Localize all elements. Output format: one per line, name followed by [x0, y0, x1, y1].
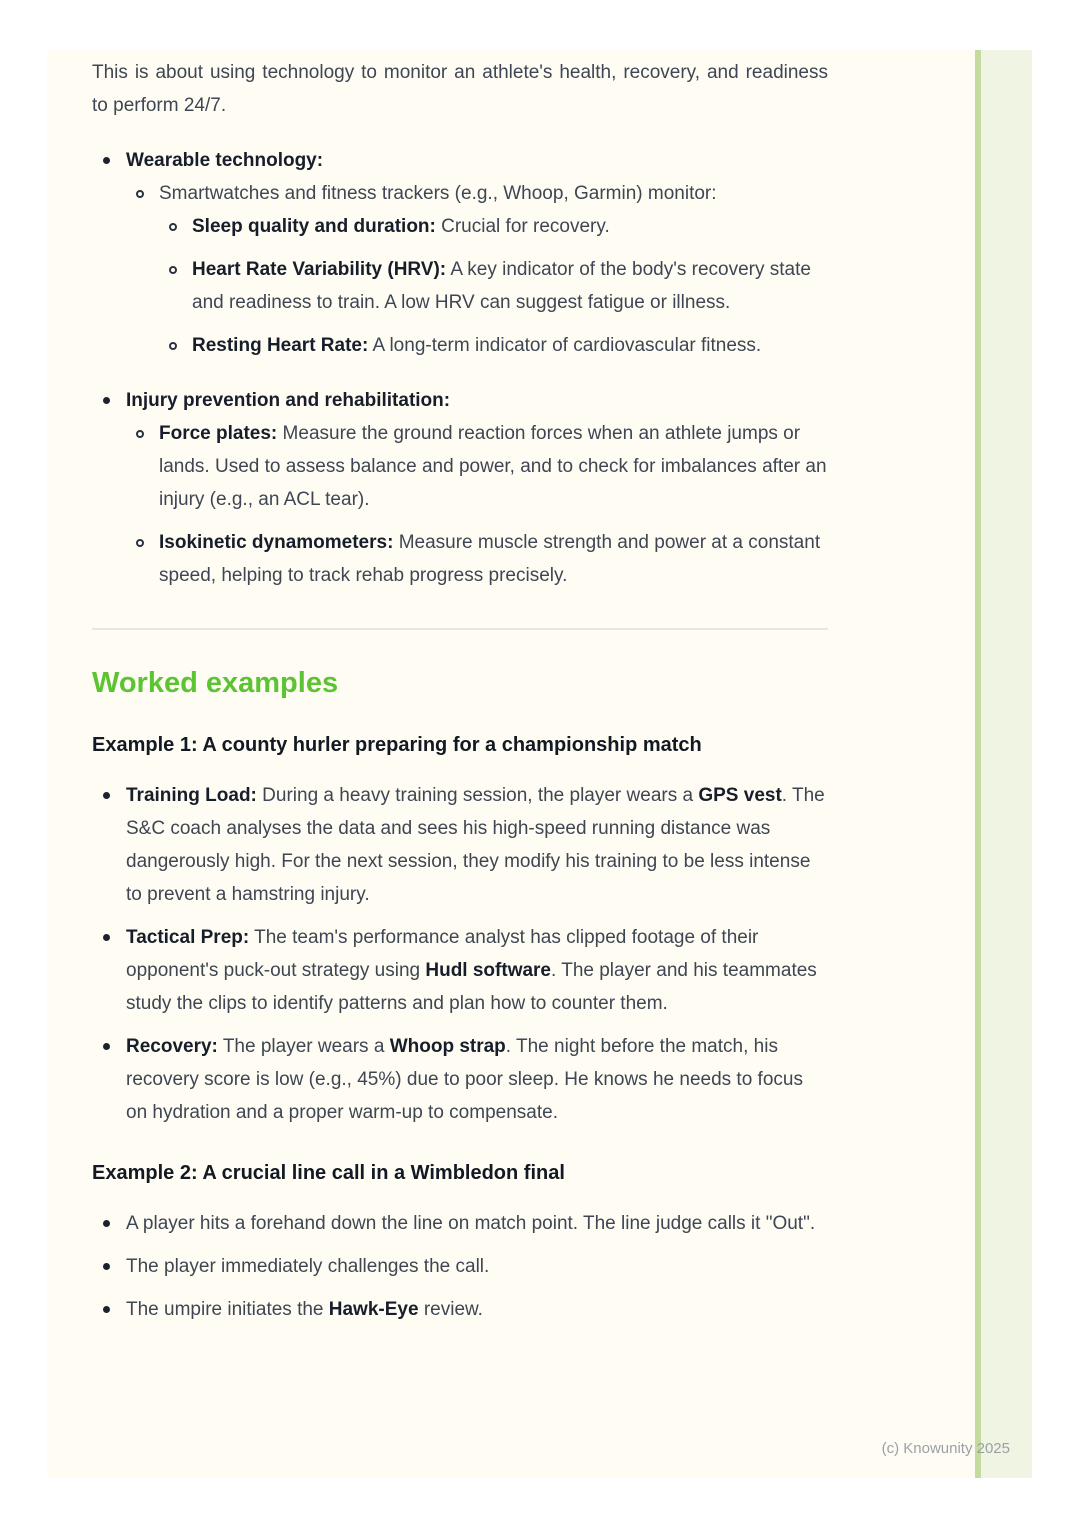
circle-bullet-icon	[136, 190, 144, 198]
bullet-text	[126, 779, 828, 911]
bullet-list	[92, 144, 828, 592]
text-run: Measure the ground reaction forces when an athlete jumps or lands. Used to assess balance and power, and to check for imbalances after an injury (e.g., an ACL tear).	[159, 423, 827, 510]
bold-text-run: GPS vest	[698, 785, 782, 806]
text-run: The player immediately challenges the call.	[126, 1256, 490, 1277]
text-run: A player hits a forehand down the line on match point. The line judge calls it "Out".	[126, 1213, 816, 1234]
bullet-item	[103, 921, 828, 1020]
bullet-item	[169, 329, 828, 362]
copyright-watermark: (c) Knowunity 2025	[881, 1440, 1010, 1457]
bullet-text	[192, 329, 828, 362]
bullet-item	[103, 1030, 828, 1129]
document-content	[92, 56, 828, 1336]
bold-text-run: Resting Heart Rate:	[192, 335, 369, 356]
bullet-item	[103, 1250, 828, 1283]
text-run: . The player and his teammates study the clips to identify patterns and plan how to counter them.	[126, 960, 817, 1014]
text-run: The player wears a	[217, 1036, 390, 1057]
bullet-item	[136, 417, 828, 516]
bullet-text	[126, 144, 828, 177]
bold-text-run: Hudl software	[425, 960, 551, 981]
bullet-item	[103, 384, 828, 417]
bullet-text	[159, 417, 828, 516]
text-run: The team's performance analyst has clipped footage of their opponent's puck-out strategy using	[126, 927, 759, 981]
bold-text-run: Force plates:	[159, 423, 278, 444]
accent-strip	[975, 50, 1032, 1478]
bold-text-run: Whoop strap	[389, 1036, 506, 1057]
bold-text-run: Tactical Prep:	[126, 927, 250, 948]
bullet-item	[103, 1293, 828, 1326]
bold-text-run: Hawk-Eye	[328, 1299, 419, 1320]
bold-text-run: Sleep quality and duration:	[192, 216, 436, 237]
divider	[92, 628, 828, 630]
text-run: Crucial for recovery.	[435, 216, 610, 237]
bullet-text	[126, 921, 828, 1020]
disc-bullet-icon	[103, 1043, 110, 1050]
circle-bullet-icon	[169, 266, 177, 274]
text-run: The umpire initiates the	[126, 1299, 329, 1320]
disc-bullet-icon	[103, 157, 110, 164]
example-heading: Example 2: A crucial line call in a Wimbledon final	[92, 1162, 565, 1184]
bullet-list	[92, 1207, 828, 1326]
circle-bullet-icon	[169, 223, 177, 231]
bullet-item	[103, 779, 828, 911]
text-run: A key indicator of the body's recovery state and readiness to train. A low HRV can suggest fatigue or illness.	[192, 259, 811, 313]
bullet-item	[169, 253, 828, 319]
bullet-item	[136, 177, 828, 210]
bullet-text	[126, 1030, 828, 1129]
disc-bullet-icon	[103, 1220, 110, 1227]
text-run: . The night before the match, his recovery score is low (e.g., 45%) due to poor sleep. He knows he needs to focus on hydration and a proper warm-up to compensate.	[126, 1036, 803, 1123]
bold-text-run: Recovery:	[126, 1036, 218, 1057]
bullet-item	[136, 526, 828, 592]
bold-text-run: Heart Rate Variability (HRV):	[192, 259, 447, 280]
section-heading: Worked examples	[92, 667, 339, 699]
example-heading: Example 1: A county hurler preparing for a championship match	[92, 734, 702, 756]
bold-text-run: Wearable technology:	[126, 150, 324, 171]
bold-text-run: Isokinetic dynamometers:	[159, 532, 394, 553]
text-run: This is about using technology to monitor an athlete's health, recovery, and readiness to perform 24/7.	[92, 62, 828, 116]
bold-text-run: Injury prevention and rehabilitation:	[126, 390, 451, 411]
disc-bullet-icon	[103, 1263, 110, 1270]
bullet-text	[192, 253, 828, 319]
bullet-item	[169, 210, 828, 243]
bullet-text	[126, 1250, 828, 1283]
text-run: . The S&C coach analyses the data and sees his high-speed running distance was dangerously high. For the next session, they modify his training to be less intense to prevent a hamstring injury.	[126, 785, 825, 905]
bullet-item	[103, 1207, 828, 1240]
text-run: review.	[418, 1299, 483, 1320]
bullet-text	[159, 526, 828, 592]
disc-bullet-icon	[103, 1306, 110, 1313]
bullet-text	[159, 177, 828, 210]
bold-text-run: Training Load:	[126, 785, 257, 806]
text-run: Smartwatches and fitness trackers (e.g., Whoop, Garmin) monitor:	[159, 183, 717, 204]
bullet-text	[126, 384, 828, 417]
bullet-text	[126, 1293, 828, 1326]
text-run: A long-term indicator of cardiovascular fitness.	[368, 335, 762, 356]
circle-bullet-icon	[136, 430, 144, 438]
bullet-item	[103, 144, 828, 177]
intro-paragraph	[92, 56, 828, 122]
text-run: During a heavy training session, the player wears a	[256, 785, 699, 806]
bullet-list	[92, 779, 828, 1129]
circle-bullet-icon	[136, 539, 144, 547]
disc-bullet-icon	[103, 397, 110, 404]
disc-bullet-icon	[103, 934, 110, 941]
bullet-text	[126, 1207, 828, 1240]
bullet-text	[192, 210, 828, 243]
disc-bullet-icon	[103, 792, 110, 799]
text-run: Measure muscle strength and power at a constant speed, helping to track rehab progress precisely.	[159, 532, 821, 586]
circle-bullet-icon	[169, 342, 177, 350]
